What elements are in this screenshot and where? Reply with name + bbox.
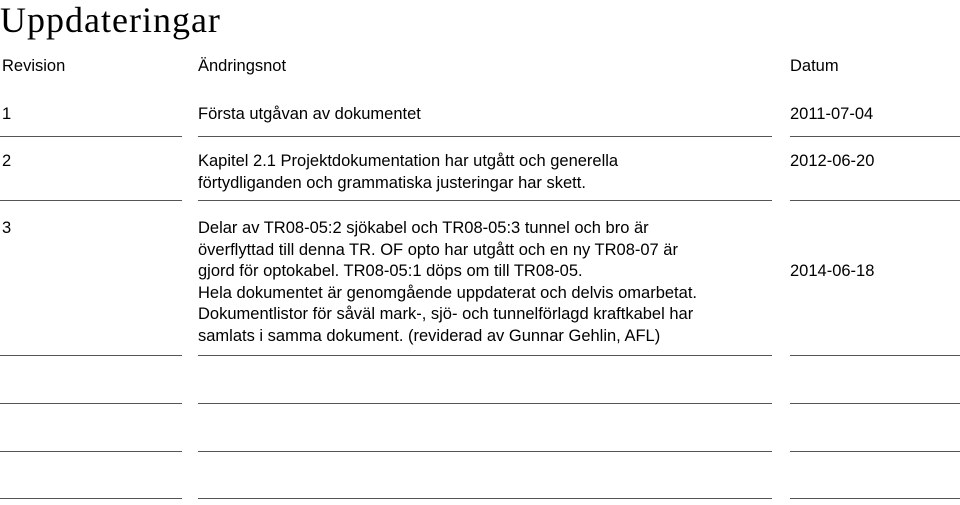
change-note	[198, 151, 618, 194]
change-note-line: Dokumentlistor för såväl mark-, sjö- och tunnelförlagd kraftkabel har	[198, 305, 694, 323]
header-date: Datum	[790, 57, 839, 75]
row-divider	[790, 136, 960, 137]
change-note-line: samlats i samma dokument. (reviderad av Gunnar Gehlin, AFL)	[198, 326, 661, 345]
header-revision: Revision	[2, 57, 66, 75]
change-note-line: förtydliganden och grammatiska justeringar har skett.	[198, 173, 586, 192]
row-divider	[198, 200, 772, 201]
row-divider	[0, 136, 182, 137]
page-title: Uppdateringar	[0, 0, 221, 40]
change-note-line: överflyttad till denna TR. OF opto har utgått och en ny TR08-07 är	[198, 240, 678, 259]
row-divider	[0, 355, 182, 356]
empty-row-divider	[198, 498, 772, 499]
change-note	[198, 218, 697, 347]
empty-row-divider	[198, 403, 772, 404]
row-divider	[198, 136, 772, 137]
revision-number: 1	[2, 105, 12, 123]
row-divider	[790, 200, 960, 201]
row-divider	[0, 200, 182, 201]
change-note-line: Hela dokumentet är genomgående uppdaterat och delvis omarbetat.	[198, 283, 697, 302]
empty-row-divider	[0, 403, 182, 404]
revision-date: 2014-06-18	[790, 262, 875, 280]
change-note-line: Första utgåvan av dokumentet	[198, 105, 421, 123]
empty-row-divider	[790, 403, 960, 404]
empty-row-divider	[0, 451, 182, 452]
revision-date: 2012-06-20	[790, 152, 875, 170]
empty-row-divider	[790, 498, 960, 499]
revision-number: 3	[2, 219, 12, 237]
header-note: Ändringsnot	[198, 57, 287, 75]
change-note-line: Delar av TR08-05:2 sjökabel och TR08-05:3 tunnel och bro är	[198, 219, 649, 237]
empty-row-divider	[198, 451, 772, 452]
revision-number: 2	[2, 152, 12, 170]
row-divider	[790, 355, 960, 356]
row-divider	[198, 355, 772, 356]
empty-row-divider	[0, 498, 182, 499]
empty-row-divider	[790, 451, 960, 452]
change-note	[198, 104, 421, 126]
revision-date: 2011-07-04	[790, 105, 874, 123]
change-note-line: Kapitel 2.1 Projektdokumentation har utgått och generella	[198, 152, 619, 170]
change-note-line: gjord för optokabel. TR08-05:1 döps om till TR08-05.	[198, 262, 583, 280]
